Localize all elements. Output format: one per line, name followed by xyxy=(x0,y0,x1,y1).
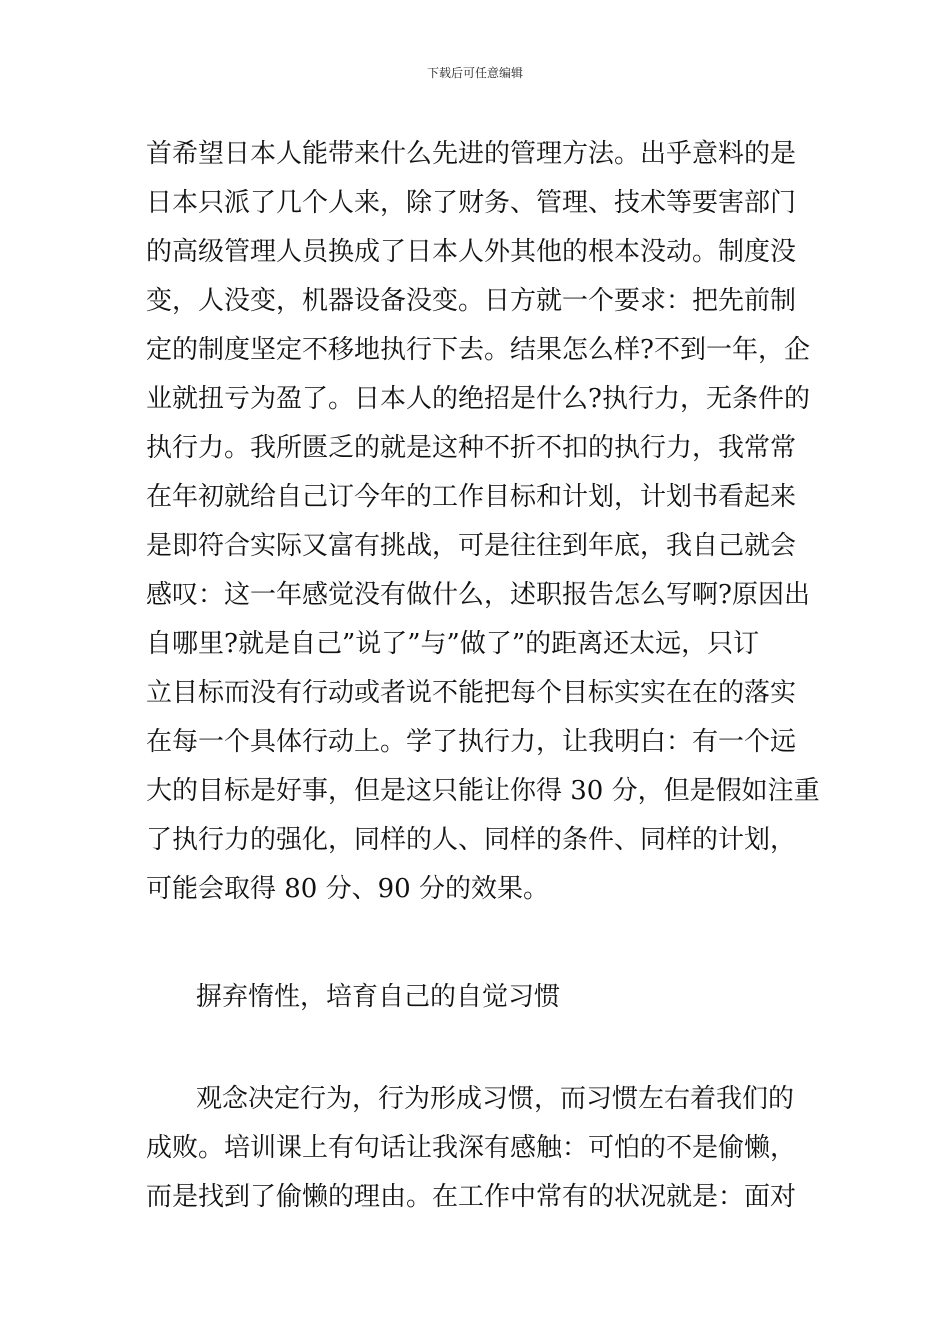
text-line: 执行力。我所匮乏的就是这种不折不扣的执行力，我常常 xyxy=(146,433,797,463)
text-line: 成败。培训课上有句话让我深有感触：可怕的不是偷懒， xyxy=(146,1133,797,1163)
text-line: 定的制度坚定不移地执行下去。结果怎么样?不到一年，企 xyxy=(146,335,810,365)
text-line: 大的目标是好事，但是这只能让你得 30 分，但是假如注重 xyxy=(146,776,820,806)
text-line: 首希望日本人能带来什么先进的管理方法。出乎意料的是 xyxy=(146,139,797,169)
text-line: 感叹：这一年感觉没有做什么，述职报告怎么写啊?原因出 xyxy=(146,580,810,610)
text-line: 在年初就给自己订今年的工作目标和计划，计划书看起来 xyxy=(146,482,797,512)
text-line: 变，人没变，机器设备没变。日方就一个要求：把先前制 xyxy=(146,286,797,316)
text-line: 日本只派了几个人来，除了财务、管理、技术等要害部门 xyxy=(146,188,797,218)
section-heading-text: 摒弃惰性，培育自己的自觉习惯 xyxy=(196,982,561,1012)
text-line: 可能会取得 80 分、90 分的效果。 xyxy=(146,874,549,904)
text-line: 观念决定行为，行为形成习惯，而习惯左右着我们的 xyxy=(196,1084,795,1114)
text-line: 了执行力的强化，同样的人、同样的条件、同样的计划， xyxy=(146,825,797,855)
text-line: 是即符合实际又富有挑战，可是往往到年底，我自己就会 xyxy=(146,531,797,561)
paragraph-habits xyxy=(146,1075,826,1222)
text-line: 而是找到了偷懒的理由。在工作中常有的状况就是：面对 xyxy=(146,1182,797,1212)
paragraph-execution xyxy=(146,130,826,914)
section-heading xyxy=(196,973,836,1022)
text-line: 立目标而没有行动或者说不能把每个目标实实在在的落实 xyxy=(146,678,797,708)
text-line: 在每一个具体行动上。学了执行力，让我明白：有一个远 xyxy=(146,727,797,757)
text-line: 自哪里?就是自己”说了”与”做了”的距离还太远，只订 xyxy=(146,629,760,659)
page-header: 下载后可任意编辑 xyxy=(426,66,523,80)
text-line: 业就扭亏为盈了。日本人的绝招是什么?执行力，无条件的 xyxy=(146,384,810,414)
text-line: 的高级管理人员换成了日本人外其他的根本没动。制度没 xyxy=(146,237,797,267)
